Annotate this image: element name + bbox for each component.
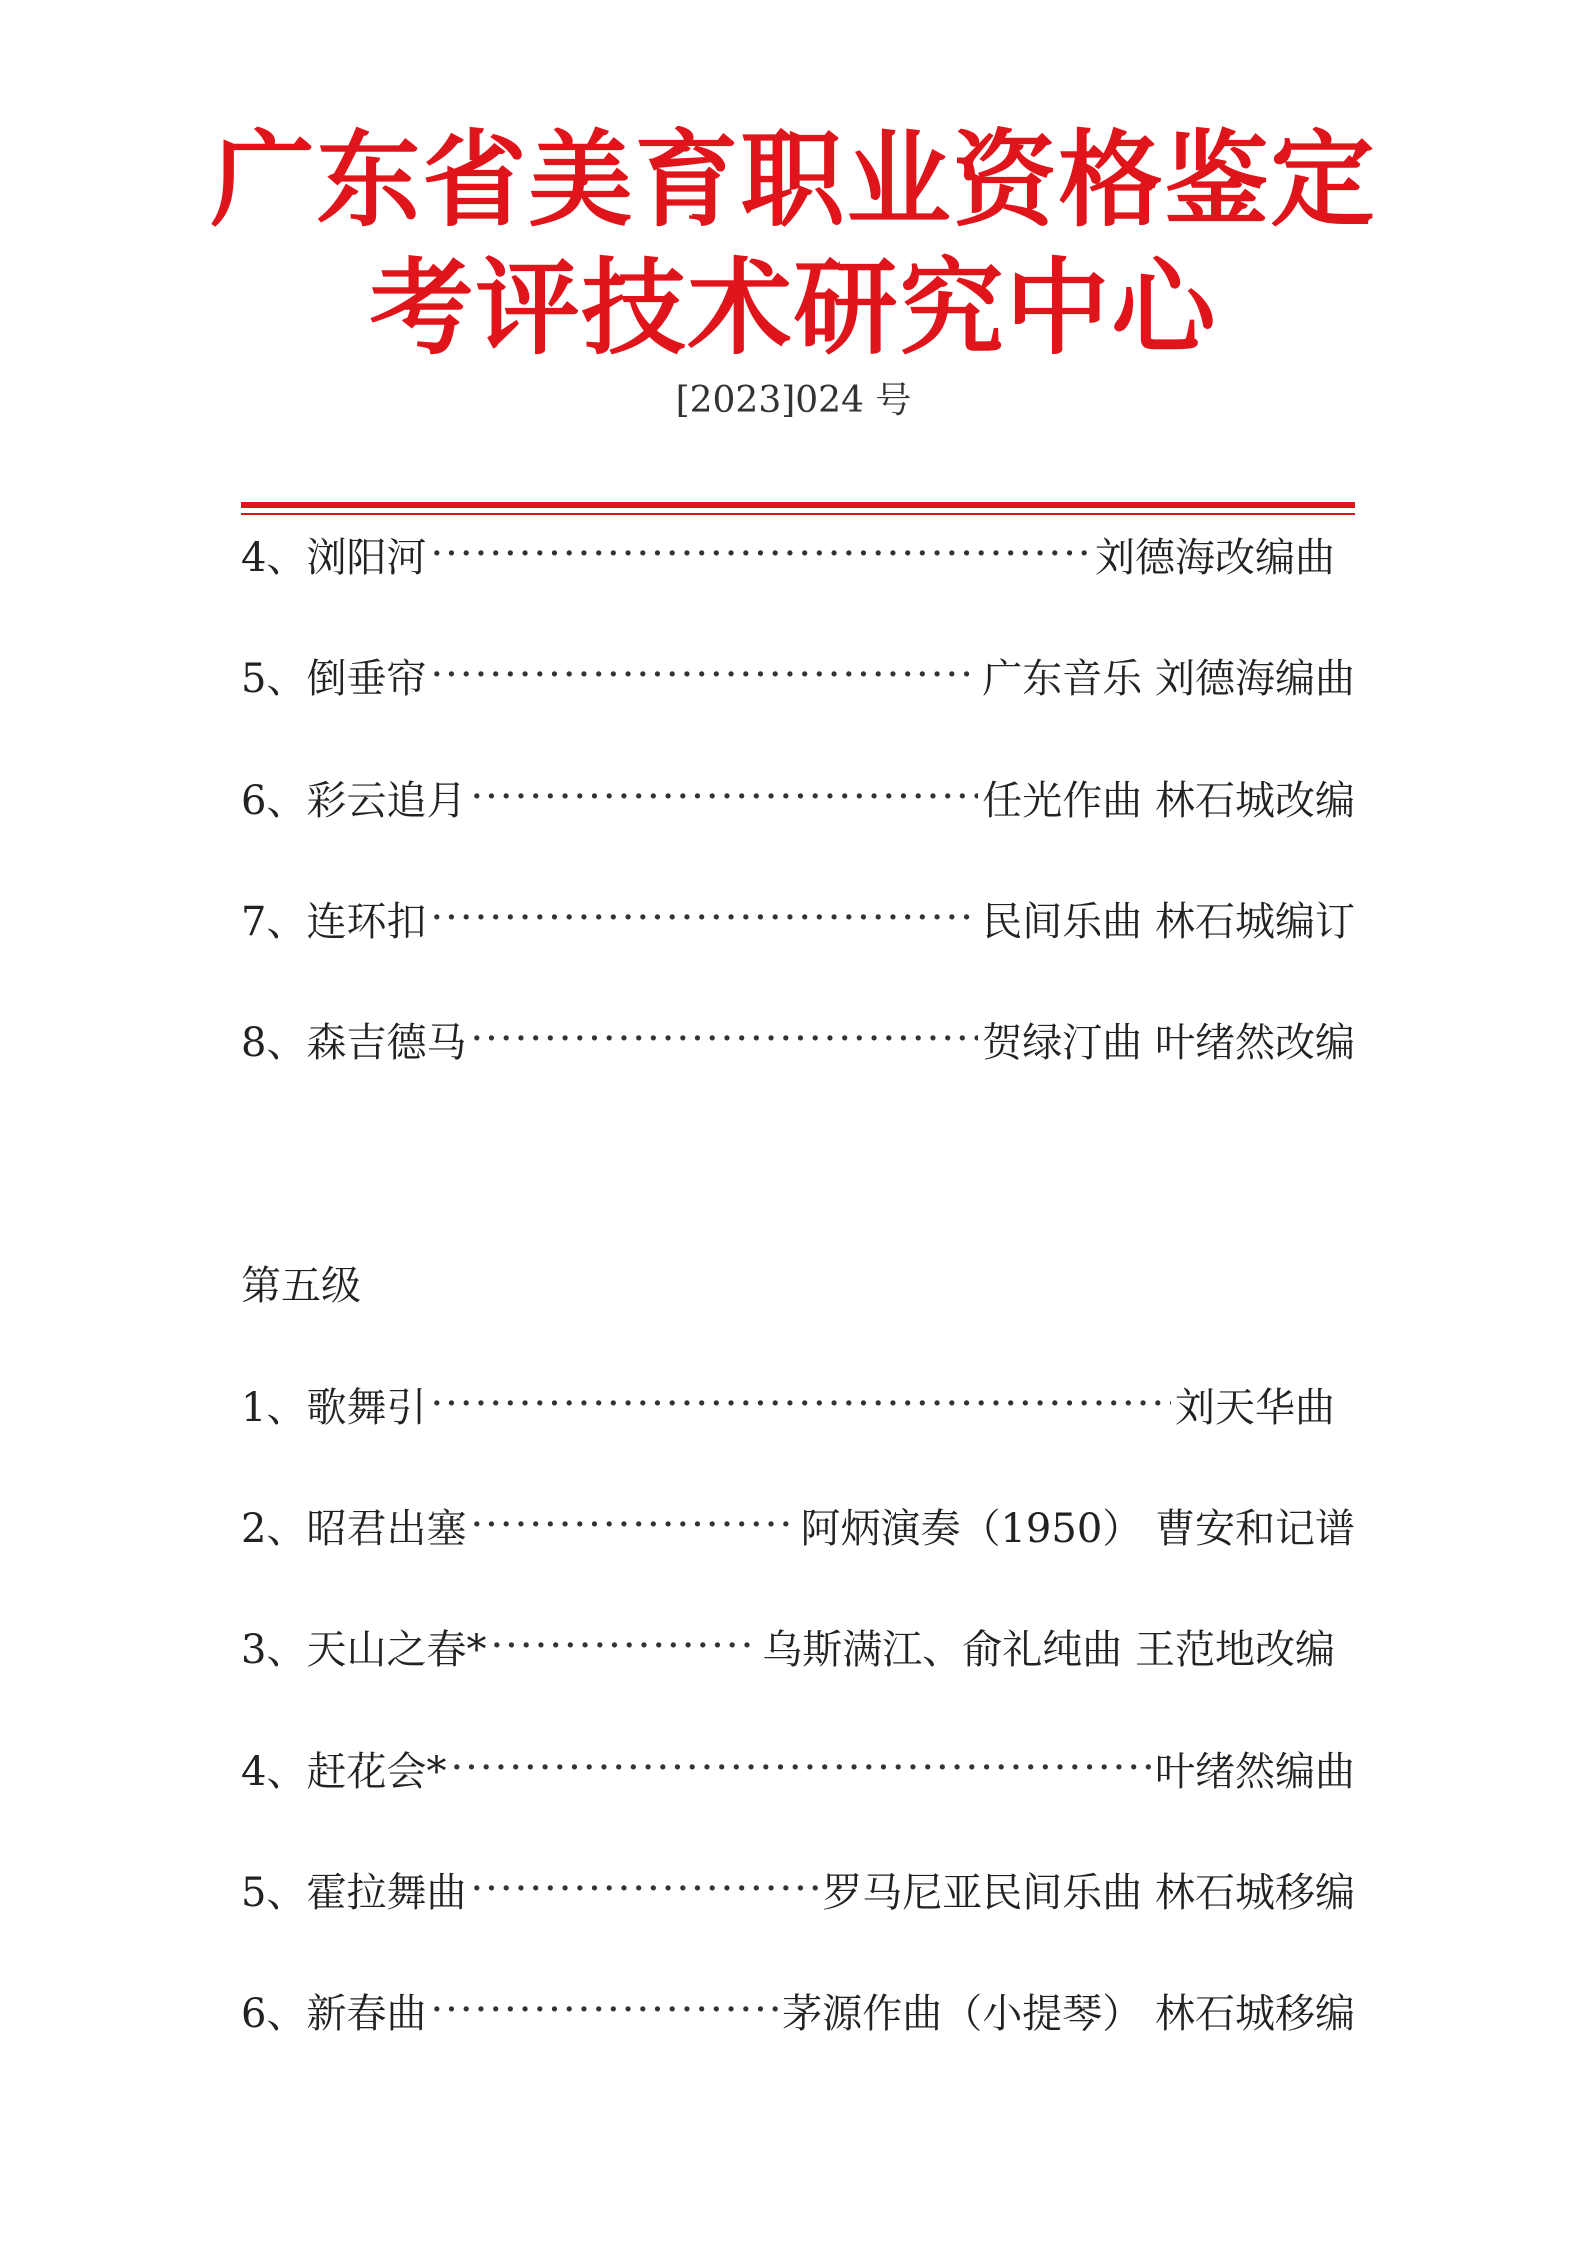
piece-title: 7、连环扣 xyxy=(241,898,427,945)
piece-credit: 乌斯满江、俞礼纯曲 王范地改编 xyxy=(762,1626,1335,1673)
piece-title: 4、浏阳河 xyxy=(241,534,427,581)
piece-credit: 任光作曲 林石城改编 xyxy=(982,777,1355,824)
piece-credit: 广东音乐 刘德海编曲 xyxy=(982,655,1355,702)
dot-leader xyxy=(450,1745,1151,1791)
piece-credit: 罗马尼亚民间乐曲 林石城移编 xyxy=(822,1869,1355,1916)
header-rule-thick xyxy=(241,502,1355,508)
list-item xyxy=(241,645,1355,705)
header-rule-thin xyxy=(241,513,1355,515)
piece-title: 5、倒垂帘 xyxy=(241,655,427,702)
dot-leader xyxy=(470,774,978,820)
list-item xyxy=(241,1616,1335,1676)
list-item xyxy=(241,524,1335,584)
org-title-line-2: 考评技术研究中心 xyxy=(369,247,1218,369)
dot-leader xyxy=(470,1502,796,1548)
piece-title: 6、彩云追月 xyxy=(241,777,467,824)
piece-credit: 叶绪然编曲 xyxy=(1155,1748,1355,1795)
dot-leader xyxy=(430,895,978,941)
list-item xyxy=(241,1009,1355,1069)
list-item xyxy=(241,1738,1355,1798)
list-item xyxy=(241,767,1355,827)
piece-credit: 民间乐曲 林石城编订 xyxy=(982,898,1355,945)
piece-title: 4、赶花会* xyxy=(241,1748,447,1795)
piece-credit: 贺绿汀曲 叶绪然改编 xyxy=(982,1019,1355,1066)
piece-credit: 刘德海改编曲 xyxy=(1095,534,1335,581)
piece-credit: 刘天华曲 xyxy=(1175,1384,1335,1431)
dot-leader xyxy=(470,1866,818,1912)
piece-credit: 茅源作曲（小提琴） 林石城移编 xyxy=(782,1990,1355,2037)
dot-leader xyxy=(430,1987,778,2033)
section-heading-level-five: 第五级 xyxy=(241,1263,361,1309)
list-item xyxy=(241,1495,1355,1555)
dot-leader xyxy=(430,652,978,698)
list-item xyxy=(241,1374,1335,1434)
dot-leader xyxy=(430,1381,1171,1427)
dot-leader xyxy=(470,1016,978,1062)
list-item xyxy=(241,1980,1355,2040)
list-item xyxy=(241,1859,1355,1919)
dot-leader xyxy=(430,531,1091,577)
piece-title: 2、昭君出塞 xyxy=(241,1505,467,1552)
piece-credit: 阿炳演奏（1950） 曹安和记谱 xyxy=(800,1505,1355,1552)
list-item xyxy=(241,888,1355,948)
org-title-line-1: 广东省美育职业资格鉴定 xyxy=(210,119,1377,241)
piece-title: 6、新春曲 xyxy=(241,1990,427,2037)
piece-title: 5、霍拉舞曲 xyxy=(241,1869,467,1916)
dot-leader xyxy=(490,1623,758,1669)
piece-title: 1、歌舞引 xyxy=(241,1384,427,1431)
piece-title: 8、森吉德马 xyxy=(241,1019,467,1066)
piece-title: 3、天山之春* xyxy=(241,1626,487,1673)
document-number: [2023]024 号 xyxy=(675,380,912,421)
